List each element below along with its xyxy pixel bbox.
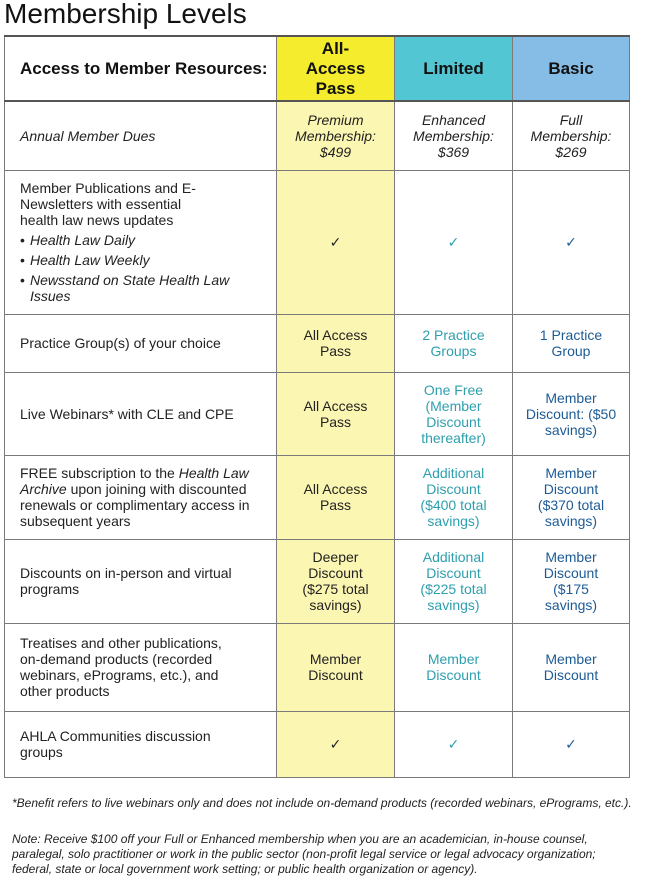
cell-basic: Member Discount xyxy=(513,623,630,711)
cell-basic: Member Discount ($175 savings) xyxy=(513,539,630,623)
table-row xyxy=(5,711,630,777)
list-item: • Health Law Weekly xyxy=(30,252,270,268)
cell-limited: Member Discount xyxy=(395,623,513,711)
cell-all-access: All Access Pass xyxy=(277,372,395,455)
checkmark-icon: ✓ xyxy=(447,736,460,752)
row-label: Member Publications and E-Newsletters with essential health law news updates • Health Law Daily • Health Law Weekly • Newsstand on State Health Law Issues xyxy=(5,170,277,314)
header-all-access-pass: All-Access Pass xyxy=(277,36,395,101)
cell-basic xyxy=(513,711,630,777)
checkmark-icon: ✓ xyxy=(565,234,577,250)
membership-comparison-table xyxy=(4,35,630,778)
cell-limited: Additional Discount ($400 total savings) xyxy=(395,455,513,539)
cell-limited: One Free (Member Discount thereafter) xyxy=(395,372,513,455)
cell-basic: Full Membership: $269 xyxy=(513,101,630,170)
membership-note: Note: Receive $100 off your Full or Enhanced membership when you are an academician, in-house counsel, paralegal, solo practitioner or work in the public sector (non-profit legal service or legal advocacy organization; federal, state or local government work setting; or public health organization or agency). xyxy=(12,832,596,876)
table-row xyxy=(5,623,630,711)
cell-all-access: Deeper Discount ($275 total savings) xyxy=(277,539,395,623)
cell-all-access xyxy=(277,711,395,777)
table-row xyxy=(5,101,630,170)
row-label: Live Webinars* with CLE and CPE xyxy=(5,372,277,455)
row-label: Treatises and other publications, on-demand products (recorded webinars, ePrograms, etc.), and other products xyxy=(5,623,277,711)
cell-all-access: Member Discount xyxy=(277,623,395,711)
cell-all-access xyxy=(277,170,395,314)
footnote: *Benefit refers to live webinars only and does not include on-demand products (recorded webinars, ePrograms, etc.). xyxy=(12,796,632,810)
cell-limited xyxy=(395,170,513,314)
row-label: FREE subscription to the Health Law Archive upon joining with discounted renewals or complimentary access in subsequent years xyxy=(5,455,277,539)
cell-basic: Member Discount ($370 total savings) xyxy=(513,455,630,539)
page-title: Membership Levels xyxy=(4,0,247,29)
cell-limited: 2 Practice Groups xyxy=(395,314,513,372)
checkmark-icon: ✓ xyxy=(447,234,460,250)
header-row xyxy=(5,36,630,101)
cell-all-access: All Access Pass xyxy=(277,455,395,539)
header-limited: Limited xyxy=(395,36,513,101)
cell-basic xyxy=(513,170,630,314)
cell-all-access: All Access Pass xyxy=(277,314,395,372)
publication-list xyxy=(20,232,270,304)
table-row xyxy=(5,372,630,455)
checkmark-icon: ✓ xyxy=(565,736,577,752)
cell-limited xyxy=(395,711,513,777)
list-item: • Health Law Daily xyxy=(30,232,270,248)
cell-limited: Additional Discount ($225 total savings) xyxy=(395,539,513,623)
table-row xyxy=(5,170,630,314)
row-label: AHLA Communities discussion groups xyxy=(5,711,277,777)
cell-basic: 1 Practice Group xyxy=(513,314,630,372)
checkmark-icon: ✓ xyxy=(329,234,342,250)
header-basic: Basic xyxy=(513,36,630,101)
row-label: Practice Group(s) of your choice xyxy=(5,314,277,372)
cell-limited: Enhanced Membership: $369 xyxy=(395,101,513,170)
list-item: • Newsstand on State Health Law Issues xyxy=(30,272,270,304)
table-row xyxy=(5,539,630,623)
table-row xyxy=(5,455,630,539)
header-resources: Access to Member Resources: xyxy=(5,36,277,101)
row-label: Discounts on in-person and virtual programs xyxy=(5,539,277,623)
row-label: Annual Member Dues xyxy=(5,101,277,170)
checkmark-icon: ✓ xyxy=(329,736,342,752)
cell-basic: Member Discount: ($50 savings) xyxy=(513,372,630,455)
cell-all-access: Premium Membership: $499 xyxy=(277,101,395,170)
table-row xyxy=(5,314,630,372)
